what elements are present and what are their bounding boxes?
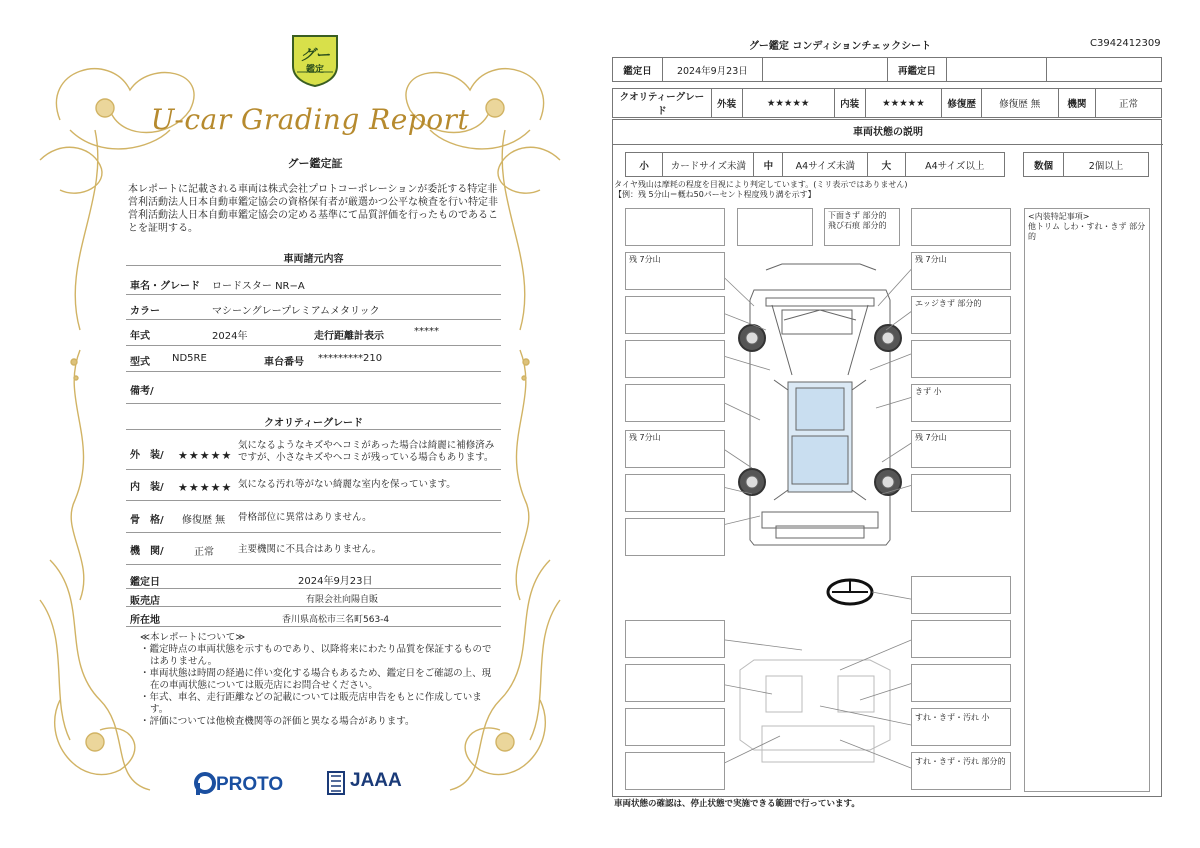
date-table	[612, 57, 1162, 82]
repair-label: 修復歴	[942, 89, 982, 118]
info-value: 有限会社向陽自販	[306, 595, 379, 605]
condition-box	[625, 340, 725, 378]
tire-note-line: タイヤ残山は摩耗の程度を目視により判定しています。(ミリ表示ではありません)	[614, 180, 908, 189]
proto-logo-icon	[194, 772, 216, 796]
empty-cell	[947, 58, 1047, 82]
quality-row-frame	[126, 502, 501, 533]
note-item: ・評価については他検査機関等の評価と異なる場合があります。	[140, 716, 415, 727]
quality-desc: 骨格部位に異常はありません。	[238, 512, 372, 523]
grade-label: クオリティーグレード	[613, 89, 712, 118]
legend-small-desc: カードサイズ未満	[663, 153, 754, 177]
info-value: 香川県高松市三名町563-4	[282, 615, 390, 625]
empty-cell	[762, 58, 887, 82]
legend-large: 大	[868, 153, 905, 177]
condition-box-scratch: きず 小	[911, 384, 1011, 422]
condition-box-interior-2: すれ・きず・汚れ 部分的	[911, 752, 1011, 790]
spec-row-model	[126, 347, 501, 372]
legend-large-desc: A4サイズ以上	[905, 153, 1004, 177]
condition-box	[625, 296, 725, 334]
int-label: 内装	[834, 89, 865, 118]
engine-label: 機関	[1058, 89, 1095, 118]
spec-value: 2024年	[212, 331, 248, 342]
legend-medium: 中	[754, 153, 783, 177]
certificate-title: グー鑑定証	[287, 157, 343, 170]
divider	[126, 265, 501, 266]
empty-cell	[1047, 58, 1162, 82]
quality-desc: 主要機関に不具合はありません。	[238, 544, 382, 555]
date-value: 2024年9月23日	[662, 58, 762, 82]
spec-value: *********210	[318, 353, 383, 364]
int-stars: ★★★★★	[865, 89, 942, 118]
note-item: ・鑑定時点の車両状態を示すものであり、以降将来にわたり品質を保証するものではありません。	[140, 644, 492, 667]
legend-count-desc: 2個以上	[1064, 153, 1149, 177]
quality-label: 内 装/	[130, 482, 164, 493]
quality-row-exterior	[126, 436, 501, 470]
exterior-stars: ★★★★★	[178, 449, 233, 462]
quality-label: 骨 格/	[130, 515, 164, 526]
spec-row-year	[126, 321, 501, 346]
info-row-address	[126, 607, 501, 627]
spec-row-name	[126, 272, 501, 295]
size-legend-table	[625, 152, 1005, 177]
quality-label: 外 装/	[130, 450, 164, 461]
report-notes	[140, 632, 500, 728]
info-label: 鑑定日	[130, 577, 160, 588]
condition-box	[911, 474, 1011, 512]
condition-box	[911, 208, 1011, 246]
spec-row-color	[126, 296, 501, 320]
condition-box	[625, 664, 725, 702]
ext-stars: ★★★★★	[742, 89, 834, 118]
redate-label: 再鑑定日	[887, 58, 947, 82]
spec-label: カラー	[130, 306, 160, 317]
condition-box	[625, 474, 725, 512]
condition-box-underside: 下面きず 部分的 飛び石痕 部分的	[824, 208, 900, 246]
condition-check-sheet	[600, 0, 1200, 848]
quality-row-interior	[126, 471, 501, 501]
condition-box-edge: エッジきず 部分的	[911, 296, 1011, 334]
spec-value: マシーングレープレミアムメタリック	[212, 306, 380, 317]
sheet-id: C3942412309	[1090, 38, 1161, 49]
spec-label: 車名・グレード	[130, 281, 200, 292]
tire-note	[614, 180, 907, 200]
condition-box	[625, 384, 725, 422]
diagram-title: 車両状態の説明	[613, 120, 1163, 145]
info-row-date	[126, 568, 501, 589]
report-title: U-car Grading Report	[150, 103, 470, 136]
spec-label: 車台番号	[264, 357, 304, 368]
jaaa-logo-icon	[326, 770, 346, 796]
info-label: 販売店	[130, 596, 160, 607]
condition-box-tire-rear-left: 残 7分山	[625, 430, 725, 468]
certificate-statement: 本レポートに記載される車両は株式会社プロトコーポレーションが委託する特定非営利活動法人日本自動車鑑定協会の資格保有者が厳選かつ公平な検査を行い特定非営利活動法人日本自動車鑑定協会の定める基準にて品質評価を行ったものであることを証明する。	[128, 184, 498, 234]
legend-medium-desc: A4サイズ未満	[783, 153, 868, 177]
ext-label: 外装	[711, 89, 742, 118]
condition-box	[625, 518, 725, 556]
condition-box	[911, 620, 1011, 658]
condition-box	[625, 620, 725, 658]
grade-table	[612, 88, 1162, 118]
repair-value: 修復歴 無	[981, 89, 1058, 118]
interior-memo: <内装特記事項> 他トリム しわ・すれ・きず 部分的	[1024, 208, 1150, 792]
spec-value: ロードスター NR−A	[212, 281, 305, 292]
condition-box-tire-rear-right: 残 7分山	[911, 430, 1011, 468]
condition-box-tire-front-left: 残 7分山	[625, 252, 725, 290]
condition-box	[911, 340, 1011, 378]
note-item: ・年式、車名、走行距離などの記載については販売店申告をもとに作成しています。	[140, 692, 482, 715]
spec-label: 年式	[130, 331, 150, 342]
date-label: 鑑定日	[613, 58, 663, 82]
spec-value: *****	[414, 326, 439, 337]
tire-note-line: 【例：残 5分山＝概ね50パーセント程度残り溝を示す】	[614, 190, 816, 199]
condition-box-interior-1: すれ・きず・汚れ 小	[911, 708, 1011, 746]
condition-box-steering	[911, 576, 1011, 614]
engine-value: 正常	[1096, 89, 1162, 118]
logo-subtext: 鑑定	[305, 65, 324, 75]
legend-small: 小	[626, 153, 663, 177]
condition-box	[625, 752, 725, 790]
info-row-shop	[126, 589, 501, 607]
spec-label: 備考/	[130, 386, 154, 397]
jaaa-logo: JAAA	[350, 770, 402, 791]
spec-section-title: 車両諸元内容	[283, 254, 344, 265]
proto-logo: PROTO	[216, 774, 284, 795]
spec-value: ND5RE	[172, 353, 207, 364]
sheet-title: グー鑑定 コンディションチェックシート	[748, 41, 932, 52]
interior-stars: ★★★★★	[178, 481, 233, 494]
info-value: 2024年9月23日	[298, 576, 373, 587]
condition-box	[911, 664, 1011, 702]
condition-box	[625, 208, 725, 246]
logo-text: グー	[299, 46, 330, 64]
condition-box	[737, 208, 813, 246]
count-legend-table	[1023, 152, 1149, 177]
quality-label: 機 関/	[130, 546, 164, 557]
info-label: 所在地	[130, 615, 160, 626]
spec-label: 走行距離計表示	[314, 331, 384, 342]
footer-note: 車両状態の確認は、停止状態で実施できる範囲で行っています。	[614, 799, 860, 809]
quality-section-title: クオリティーグレード	[264, 418, 363, 429]
legend-count: 数個	[1024, 153, 1064, 177]
divider	[126, 429, 501, 430]
notes-title: ≪本レポートについて≫	[140, 632, 246, 643]
note-item: ・車両状態は時間の経過に伴い変化する場合もあるため、鑑定日をご確認の上、現在の車両状態については販売店にお問合せください。	[140, 668, 492, 691]
quality-desc: 気になる汚れ等がない綺麗な室内を保っています。	[238, 479, 456, 490]
spec-row-remarks	[126, 373, 501, 404]
quality-value: 正常	[194, 547, 214, 558]
quality-desc: 気になるようなキズやヘコミがあった場合は綺麗に補修済みですが、小さなキズやヘコミが残っている場合もあります。	[238, 440, 495, 463]
quality-row-engine	[126, 534, 501, 565]
condition-box	[625, 708, 725, 746]
quality-value: 修復歴 無	[182, 515, 226, 526]
condition-box-tire-front-right: 残 7分山	[911, 252, 1011, 290]
spec-label: 型式	[130, 357, 150, 368]
